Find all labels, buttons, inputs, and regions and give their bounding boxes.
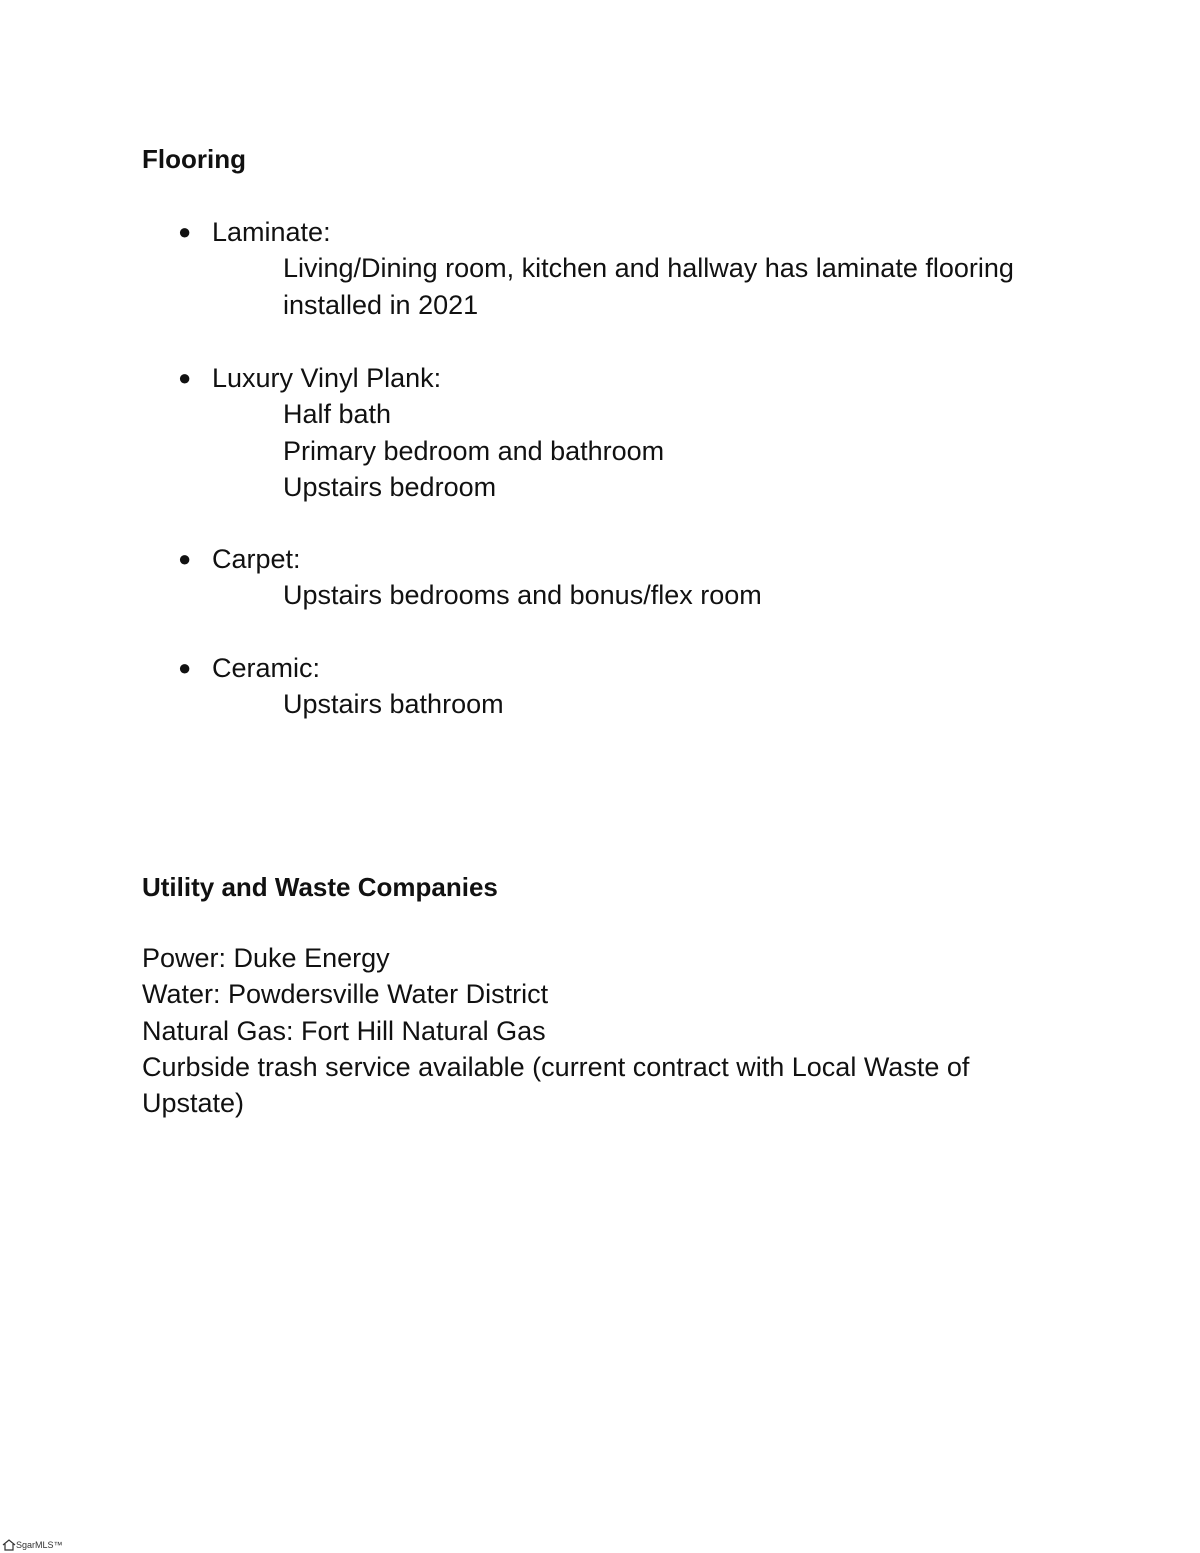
utility-list [142,940,1022,1121]
utility-heading: Utility and Waste Companies [142,872,498,902]
utility-line-water: Water: Powdersville Water District [142,979,549,1010]
mls-logo-text: SgarMLS™ [16,1540,63,1550]
bullet-icon: ● [178,219,192,244]
bullet-icon: ● [178,365,192,390]
bullet-icon: ● [178,546,192,571]
flooring-type-label: Laminate: [212,217,331,247]
flooring-type-label: Carpet: [212,544,301,574]
utility-line-power: Power: Duke Energy [142,943,390,973]
flooring-detail: Primary bedroom and bathroom [283,435,665,466]
flooring-type-label: Luxury Vinyl Plank: [212,363,442,393]
flooring-detail: Living/Dining room, kitchen and hallway has laminate flooring installed in 2021 [283,253,1014,320]
flooring-type-label: Ceramic: [212,653,321,683]
flooring-detail: Upstairs bathroom [283,689,504,720]
utility-line-trash: Curbside trash service available (current contract with Local Waste of Upstate) [142,1051,970,1119]
utility-line-natural-gas: Natural Gas: Fort Hill Natural Gas [142,1015,546,1046]
house-icon [2,1539,16,1551]
mls-logo [2,1539,63,1551]
flooring-detail: Half bath [283,399,392,430]
bullet-icon: ● [178,655,192,680]
flooring-detail: Upstairs bedroom [283,471,497,502]
flooring-heading: Flooring [142,144,246,174]
flooring-detail: Upstairs bedrooms and bonus/flex room [283,580,762,611]
